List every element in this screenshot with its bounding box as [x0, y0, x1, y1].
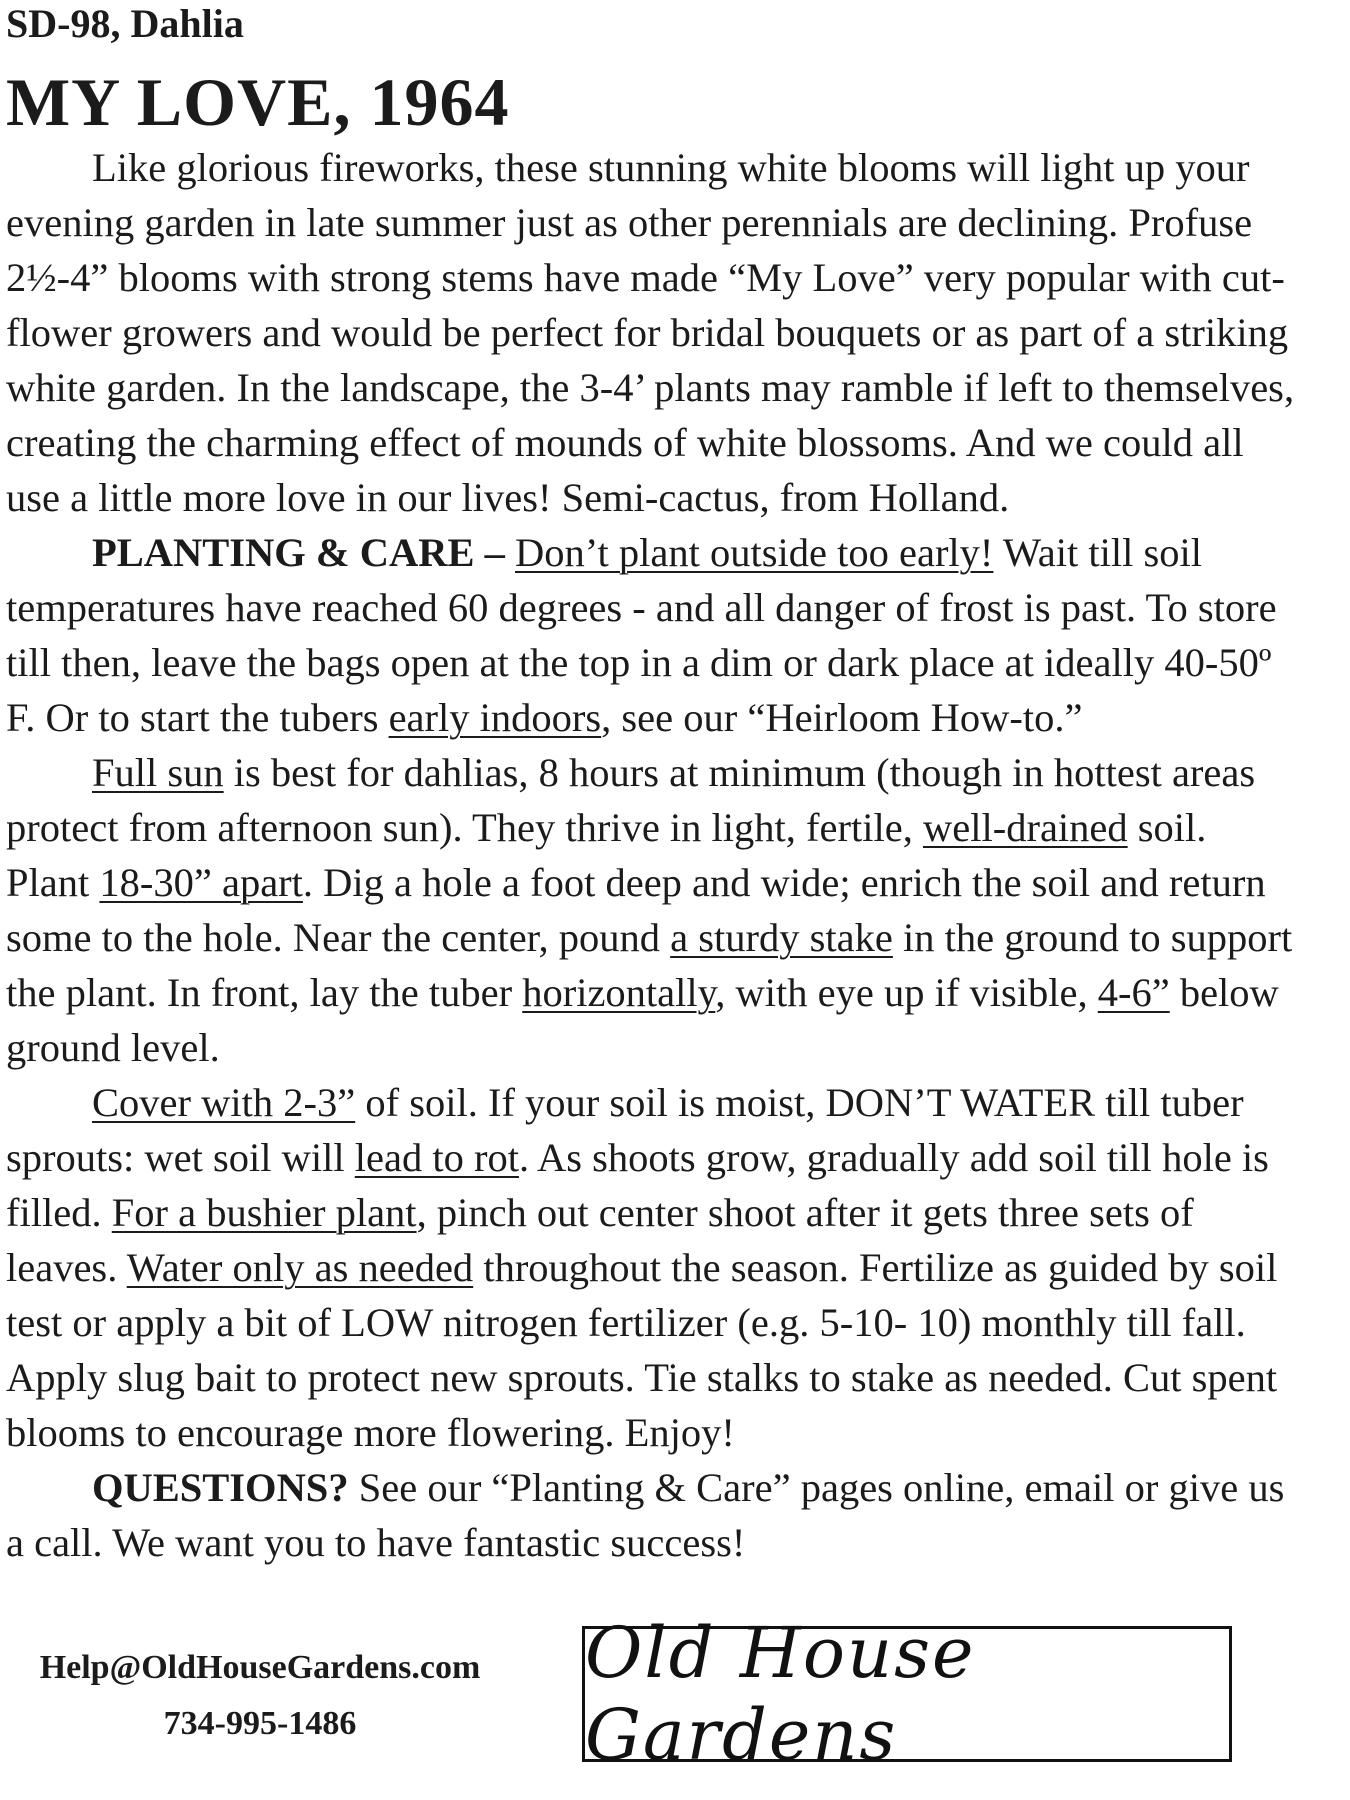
- planting-heading: PLANTING & CARE –: [92, 530, 505, 575]
- planting-text-2: , see our “Heirloom How-to.”: [601, 695, 1083, 740]
- early-indoors-link: early indoors: [388, 695, 602, 740]
- questions-heading: QUESTIONS?: [92, 1465, 349, 1510]
- cover-text-2: . As shoots grow, gradually add soil till hole is filled.: [6, 1135, 1269, 1235]
- rot-text: lead to rot: [354, 1135, 519, 1180]
- sun-text-2: soil. Plant: [6, 805, 1207, 905]
- planting-warning: Don’t plant outside too early!: [515, 530, 994, 575]
- cover-text: Cover with 2-3”: [92, 1080, 356, 1125]
- questions-paragraph: [6, 1460, 1296, 1570]
- horizontally-text: horizontally: [522, 970, 716, 1015]
- full-sun-text: Full sun: [92, 750, 224, 795]
- description-paragraph: Like glorious fireworks, these stunning white blooms will light up your evening garden in late summer just as other perennials are declining. Profuse 2½-4” blooms with strong stems have made “My Love” very popular with cut-flower growers and would be perfect for bridal bouquets or as part of a striking white garden. In the landscape, the 3-4’ plants may ramble if left to themselves, creating the charming effect of mounds of white blossoms. And we could all use a little more love in our lives! Semi-cactus, from Holland.: [6, 145, 1295, 520]
- body-text: [6, 140, 1296, 1570]
- water-text: Water only as needed: [126, 1245, 474, 1290]
- stake-text: a sturdy stake: [670, 915, 893, 960]
- planting-paragraph: [6, 525, 1296, 745]
- well-drained-text: well-drained: [923, 805, 1128, 850]
- sun-text-3: . Dig a hole a foot deep and wide; enrich the soil and return some to the hole. Near the center, pound: [6, 860, 1266, 960]
- brand-logo: [582, 1612, 1232, 1776]
- bushier-text: For a bushier plant: [111, 1190, 417, 1235]
- cover-paragraph: [6, 1075, 1296, 1460]
- sun-text-6: below ground level.: [6, 970, 1279, 1070]
- sun-text-5: , with eye up if visible,: [715, 970, 1098, 1015]
- contact-phone: 734-995-1486: [163, 1705, 357, 1742]
- cover-text-4: throughout the season. Fertilize as guided by soil test or apply a bit of LOW nitrogen fertilizer (e.g. 5-10- 10) monthly till fall. Apply slug bait to protect new sprouts. Tie stalks to stake as needed. Cut spent blooms to encourage more flowering. Enjoy!: [6, 1245, 1278, 1455]
- sun-text-4: in the ground to support the plant. In front, lay the tuber: [6, 915, 1293, 1015]
- questions-text: See our “Planting & Care” pages online, email or give us a call. We want you to have fantastic success!: [6, 1465, 1285, 1565]
- page-title: MY LOVE, 1964: [6, 64, 510, 140]
- cover-text-1: of soil. If your soil is moist, DON’T WATER till tuber sprouts: wet soil will: [6, 1080, 1244, 1180]
- depth-text: 4-6”: [1097, 970, 1170, 1015]
- spacing-text: 18-30” apart: [99, 860, 303, 905]
- product-code: SD-98, Dahlia: [6, 1, 244, 46]
- contact-email[interactable]: Help@OldHouseGardens.com: [39, 1649, 481, 1686]
- contact-block: [0, 1640, 520, 1752]
- cover-text-3: , pinch out center shoot after it gets three sets of leaves.: [6, 1190, 1194, 1290]
- sun-text-1: is best for dahlias, 8 hours at minimum (though in hottest areas protect from afternoon sun). They thrive in light, fertile,: [6, 750, 1256, 850]
- sun-paragraph: [6, 745, 1296, 1075]
- planting-text-1: Wait till soil temperatures have reached 60 degrees - and all danger of frost is past. To store till then, leave the bags open at the top in a dim or dark place at ideally 40-50º F. Or to start the tubers: [6, 530, 1277, 740]
- brand-logo-text: Old House Gardens: [585, 1612, 976, 1776]
